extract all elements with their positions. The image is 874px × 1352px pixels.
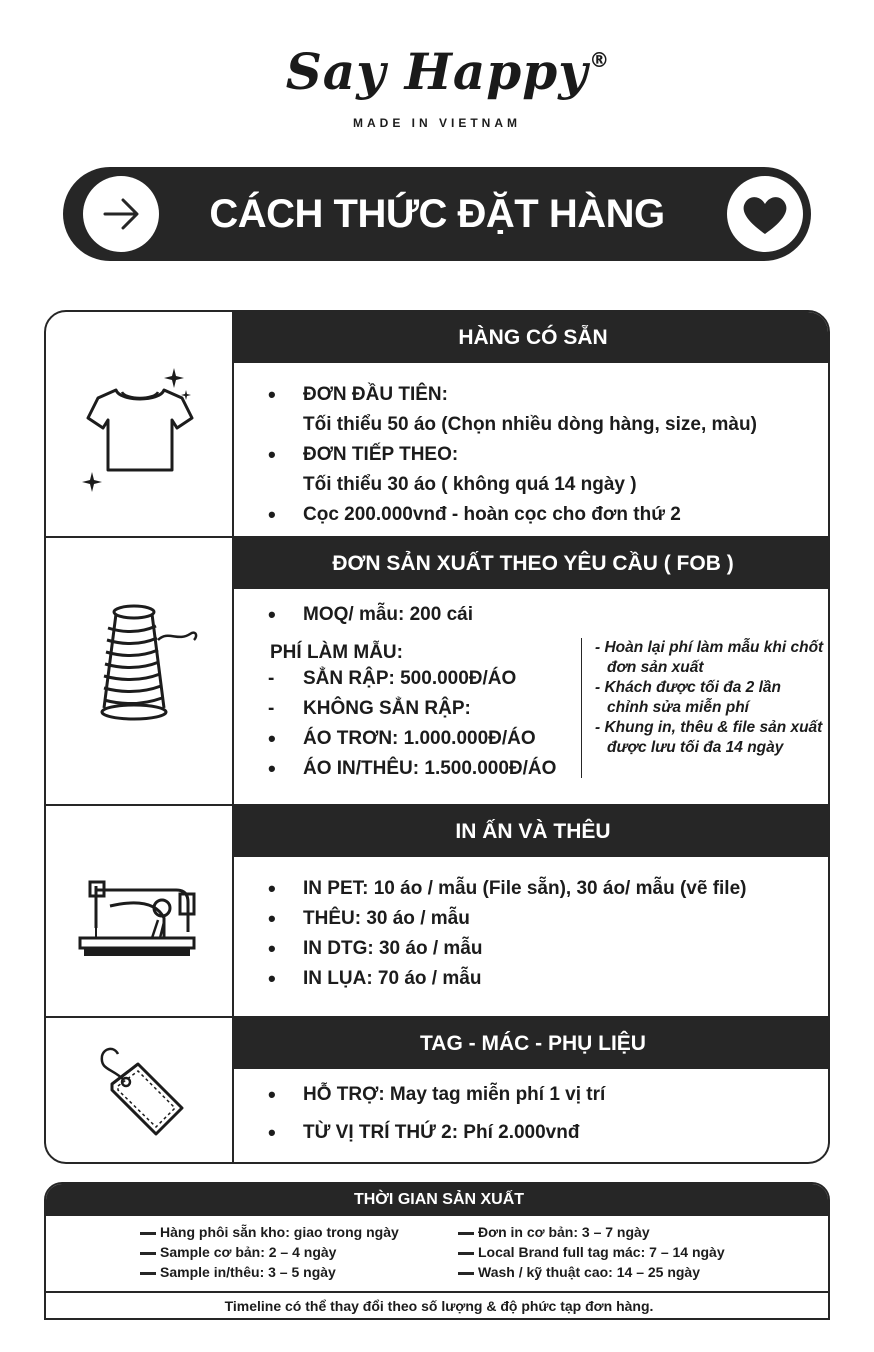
fob-fee-item: • ÁO TRƠN: 1.000.000Đ/ÁO — [258, 724, 556, 754]
timeline-title: THỜI GIAN SẢN XUẤT — [46, 1184, 830, 1216]
brand-name: Say Happy ® — [285, 42, 611, 101]
tag-list — [258, 1080, 605, 1148]
fob-note: - Khách được tối đa 2 lần chỉnh sửa miễn phí — [595, 679, 781, 716]
sewing-machine-icon — [76, 872, 196, 967]
timeline-box — [44, 1182, 830, 1320]
tshirt-icon — [76, 362, 206, 507]
timeline-item: Wash / kỹ thuật cao: 14 – 25 ngày — [458, 1262, 725, 1282]
tag-section-title: TAG - MÁC - PHỤ LIỆU — [234, 1018, 830, 1069]
thread-spool-icon — [98, 600, 208, 735]
fob-fee-item: - KHÔNG SẲN RẬP: — [258, 694, 556, 724]
print-item: • IN DTG: 30 áo / mẫu — [258, 934, 746, 964]
tag-item: • HỖ TRỢ: May tag miễn phí 1 vị trí — [258, 1080, 605, 1110]
fob-moq: • MOQ/ mẫu: 200 cái — [258, 600, 473, 630]
price-tag-icon — [92, 1044, 192, 1149]
timeline-item: Sample cơ bản: 2 – 4 ngày — [140, 1242, 399, 1262]
fob-fee-label: PHÍ LÀM MẪU: — [270, 642, 403, 663]
stock-deposit: • Cọc 200.000vnđ - hoàn cọc cho đơn thứ 2 — [258, 500, 757, 530]
notes-divider — [581, 638, 582, 778]
timeline-left-list — [140, 1222, 399, 1282]
page-title: CÁCH THỨC ĐẶT HÀNG — [209, 192, 665, 236]
print-list — [258, 874, 746, 994]
tag-item: • TỪ VỊ TRÍ THỨ 2: Phí 2.000vnđ — [258, 1118, 605, 1148]
timeline-item: Đơn in cơ bản: 3 – 7 ngày — [458, 1222, 725, 1242]
fob-fee-item: - SẲN RẬP: 500.000Đ/ÁO — [258, 664, 556, 694]
header-banner — [63, 167, 811, 261]
timeline-footer: Timeline có thể thay đổi theo số lượng & độ phức tạp đơn hàng. — [224, 1298, 654, 1314]
order-table — [44, 310, 830, 1164]
heart-icon — [727, 176, 803, 252]
stock-first-detail: Tối thiểu 50 áo (Chọn nhiều dòng hàng, size, màu) — [303, 414, 757, 435]
stock-next-detail: Tối thiểu 30 áo ( không quá 14 ngày ) — [303, 474, 637, 495]
fob-moq-list — [258, 600, 473, 630]
fob-note: - Hoàn lại phí làm mẫu khi chốt đơn sản xuất — [595, 639, 824, 676]
timeline-item: Sample in/thêu: 3 – 5 ngày — [140, 1262, 399, 1282]
timeline-item: Local Brand full tag mác: 7 – 14 ngày — [458, 1242, 725, 1262]
timeline-item: Hàng phôi sẵn kho: giao trong ngày — [140, 1222, 399, 1242]
fob-section-title: ĐƠN SẢN XUẤT THEO YÊU CẦU ( FOB ) — [234, 538, 830, 589]
brand-logo — [0, 42, 874, 101]
fob-fee-item: • ÁO IN/THÊU: 1.500.000Đ/ÁO — [258, 754, 556, 784]
fob-notes — [581, 638, 826, 758]
print-item: • THÊU: 30 áo / mẫu — [258, 904, 746, 934]
stock-next-label: • ĐƠN TIẾP THEO: — [258, 440, 757, 470]
print-item: • IN LỤA: 70 áo / mẫu — [258, 964, 746, 994]
stock-section-title: HÀNG CÓ SẴN — [234, 312, 830, 363]
print-item: • IN PET: 10 áo / mẫu (File sẵn), 30 áo/ mẫu (vẽ file) — [258, 874, 746, 904]
registered-mark: ® — [589, 48, 611, 72]
timeline-right-list — [458, 1222, 725, 1282]
brand-tagline: MADE IN VIETNAM — [353, 116, 521, 130]
fob-fee-list — [258, 664, 556, 784]
fob-note: - Khung in, thêu & file sản xuất được lưu tối đa 14 ngày — [595, 719, 823, 756]
stock-list — [258, 380, 757, 530]
stock-first-label: • ĐƠN ĐẦU TIÊN: — [258, 380, 757, 410]
print-section-title: IN ẤN VÀ THÊU — [234, 806, 830, 857]
